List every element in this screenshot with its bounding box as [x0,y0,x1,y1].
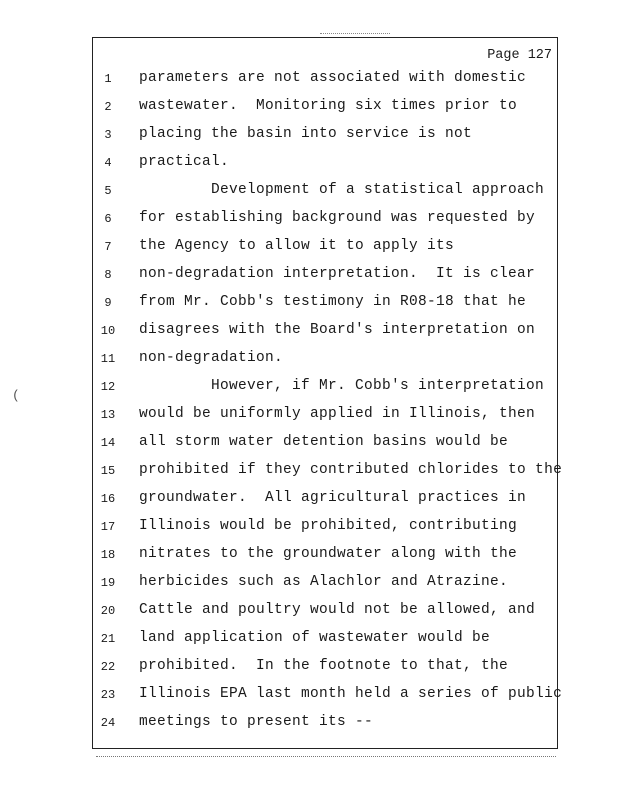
line-number: 23 [100,688,116,702]
line-number: 16 [100,492,116,506]
transcript-line: all storm water detention basins would be [139,434,509,450]
transcript-line: non-degradation. [139,350,284,366]
transcript-line: parameters are not associated with domestic [139,70,527,86]
line-number: 24 [100,716,116,730]
line-number: 2 [104,100,112,114]
line-number: 4 [104,156,112,170]
line-number: 11 [100,352,116,366]
line-number: 22 [100,660,116,674]
line-number: 7 [104,240,112,254]
transcript-line: disagrees with the Board's interpretation on [139,322,536,338]
transcript-line: meetings to present its -- [139,714,374,730]
line-number: 21 [100,632,116,646]
transcript-line: Illinois would be prohibited, contributing [139,518,518,534]
transcript-line: Cattle and poultry would not be allowed, and [139,602,536,618]
transcript-line: nitrates to the groundwater along with the [139,546,518,562]
transcript-line: wastewater. Monitoring six times prior to [139,98,518,114]
line-number: 12 [100,380,116,394]
transcript-line: practical. [139,154,230,170]
transcript-line: prohibited if they contributed chlorides to the [139,462,563,478]
transcript-line: from Mr. Cobb's testimony in R08-18 that he [139,294,527,310]
transcript-line: However, if Mr. Cobb's interpretation [139,378,545,394]
transcript-line: prohibited. In the footnote to that, the [139,658,509,674]
margin-bracket-mark: ( [12,388,20,403]
line-number: 6 [104,212,112,226]
line-number: 17 [100,520,116,534]
transcript-line: Development of a statistical approach [139,182,545,198]
transcript-line: placing the basin into service is not [139,126,473,142]
page-number: Page 127 [487,48,552,63]
line-number: 3 [104,128,112,142]
transcript-line: non-degradation interpretation. It is clear [139,266,536,282]
line-number: 13 [100,408,116,422]
transcript-line: Illinois EPA last month held a series of public [139,686,563,702]
line-number: 19 [100,576,116,590]
line-number: 10 [100,324,116,338]
line-number: 5 [104,184,112,198]
line-number: 8 [104,268,112,282]
scan-artifact-top [320,33,390,34]
transcript-line: groundwater. All agricultural practices in [139,490,527,506]
line-number: 15 [100,464,116,478]
scan-artifact-bottom [96,756,556,757]
line-number: 1 [104,72,112,86]
line-number: 20 [100,604,116,618]
line-number: 14 [100,436,116,450]
transcript-line: land application of wastewater would be [139,630,491,646]
transcript-line: for establishing background was requested by [139,210,536,226]
transcript-line: would be uniformly applied in Illinois, then [139,406,536,422]
line-number: 9 [104,296,112,310]
line-number: 18 [100,548,116,562]
transcript-line: the Agency to allow it to apply its [139,238,455,254]
transcript-line: herbicides such as Alachlor and Atrazine. [139,574,509,590]
